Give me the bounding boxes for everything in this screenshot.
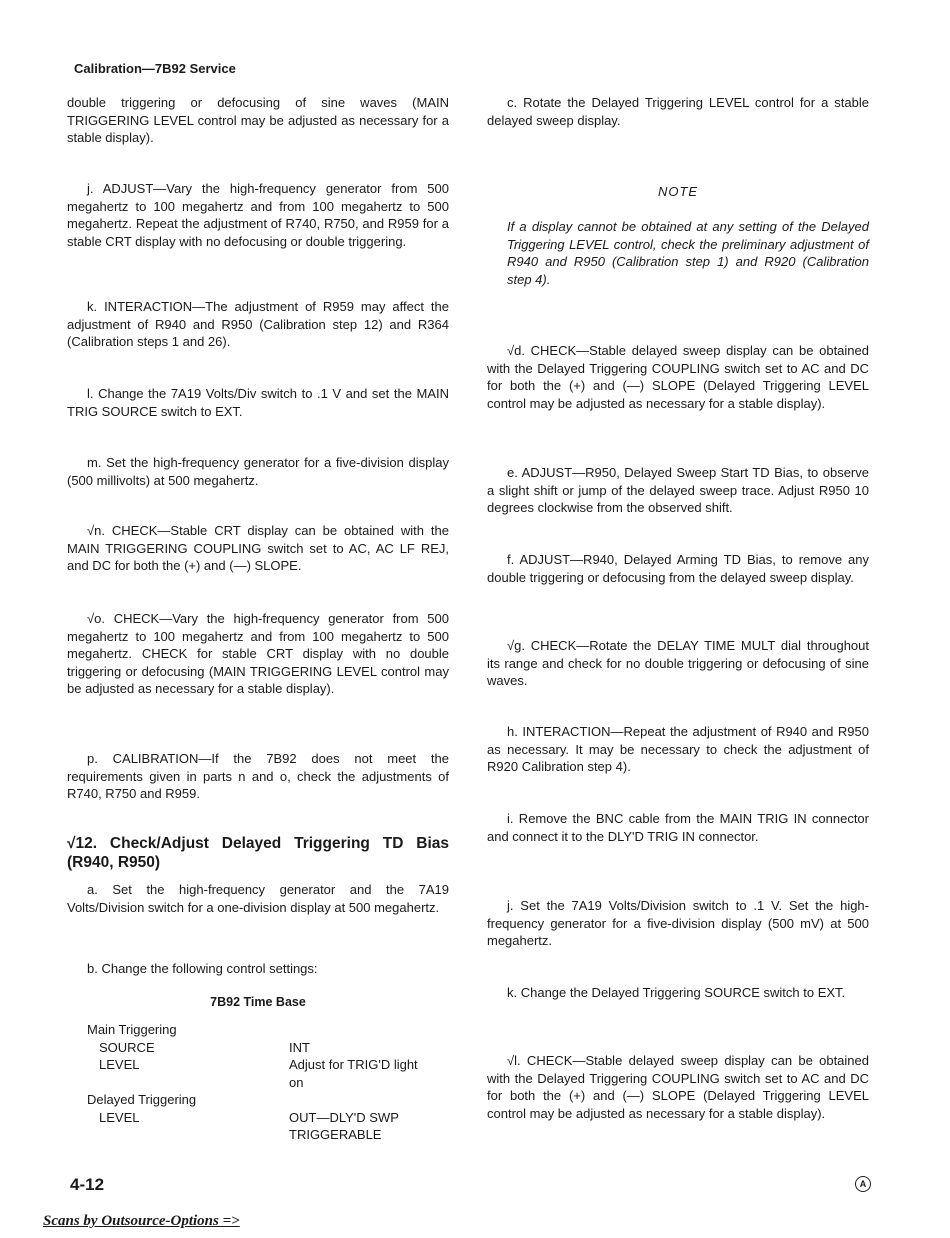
left-step-m: m. Set the high-frequency generator for a five-division display (500 millivolts) at 500 megahertz.: [67, 455, 449, 488]
left-step-b: b. Change the following control settings:: [87, 961, 318, 976]
running-header: Calibration—7B92 Service: [74, 61, 236, 76]
right-step-e: e. ADJUST—R950, Delayed Sweep Start TD Bias, to observe a slight shift or jump of the delayed sweep trace. Adjust R950 10 degrees clockwise from the observed shift.: [487, 465, 869, 515]
right-step-k: k. Change the Delayed Triggering SOURCE switch to EXT.: [507, 985, 846, 1000]
table-row: LEVEL OUT—DLY'D SWP TRIGGERABLE: [99, 1109, 399, 1142]
left-intro: double triggering or defocusing of sine waves (MAIN TRIGGERING LEVEL control may be adjusted as necessary for a stable display).: [67, 95, 449, 145]
right-step-l: √l. CHECK—Stable delayed sweep display can be obtained with the Delayed Triggering COUPLING switch set to AC and DC for both the (+) and (—) SLOPE (Delayed Triggering LEVEL control may be adjusted as necessary for a stable display).: [487, 1053, 869, 1121]
footer-link[interactable]: Scans by Outsource-Options =>: [43, 1213, 240, 1229]
left-step-l: l. Change the 7A19 Volts/Div switch to .1 V and set the MAIN TRIG SOURCE switch to EXT.: [67, 386, 449, 419]
table-row: LEVEL Adjust for TRIG'D light on: [99, 1057, 418, 1090]
right-step-g: √g. CHECK—Rotate the DELAY TIME MULT dial throughout its range and check for no double triggering or defocusing of sine waves.: [487, 638, 869, 688]
note-heading: NOTE: [657, 184, 699, 199]
right-step-c: c. Rotate the Delayed Triggering LEVEL control for a stable delayed sweep display.: [487, 95, 869, 128]
table-title: 7B92 Time Base: [210, 995, 306, 1009]
right-step-f: f. ADJUST—R940, Delayed Arming TD Bias, to remove any double triggering or defocusing from the delayed sweep display.: [487, 552, 869, 585]
left-step-p: p. CALIBRATION—If the 7B92 does not meet the requirements given in parts n and o, check the adjustments of R740, R750 and R959.: [67, 751, 449, 801]
table-row: Main Triggering: [87, 1022, 177, 1037]
right-step-j: j. Set the 7A19 Volts/Division switch to .1 V. Set the high-frequency generator for a five-division display (500 mV) at 500 megahertz.: [487, 898, 869, 948]
right-step-d: √d. CHECK—Stable delayed sweep display can be obtained with the Delayed Triggering COUPLING switch set to AC and DC for both the (+) and (—) SLOPE (Delayed Triggering LEVEL control may be adjusted as necessary for a stable display).: [487, 343, 869, 411]
left-step-j: j. ADJUST—Vary the high-frequency generator from 500 megahertz to 100 megahertz and from 100 megahertz to 500 megahertz. Repeat the adjustment of R740, R750, and R959 for a stable CRT display with no defocusing or double triggering.: [67, 181, 449, 249]
right-step-h: h. INTERACTION—Repeat the adjustment of R940 and R950 as necessary. It may be necessary to check the adjustment of R920 Calibration step 4).: [487, 724, 869, 774]
table-row: SOURCE INT: [99, 1039, 310, 1055]
right-step-i: i. Remove the BNC cable from the MAIN TRIG IN connector and connect it to the DLY'D TRIG IN connector.: [487, 811, 869, 844]
section-heading: √12. Check/Adjust Delayed Triggering TD Bias (R940, R950): [67, 835, 449, 871]
left-step-o: √o. CHECK—Vary the high-frequency generator from 500 megahertz to 100 megahertz and from 100 megahertz to 500 megahertz. CHECK for stable CRT display with no double triggering or defocusing (MAIN TRIGGERING LEVEL control may be adjusted as necessary for a stable display).: [67, 611, 449, 696]
left-step-a: a. Set the high-frequency generator and the 7A19 Volts/Division switch for a one-division display at 500 megahertz.: [67, 882, 449, 915]
page-number: 4-12: [70, 1175, 105, 1194]
settings-table: [87, 1021, 427, 1144]
left-step-n: √n. CHECK—Stable CRT display can be obtained with the MAIN TRIGGERING COUPLING switch set to AC, AC LF REJ, and DC for both the (+) and (—) SLOPE.: [67, 523, 449, 573]
left-step-k: k. INTERACTION—The adjustment of R959 may affect the adjustment of R940 and R950 (Calibration step 12) and R364 (Calibration steps 1 and 26).: [67, 299, 449, 349]
note-body: If a display cannot be obtained at any setting of the Delayed Triggering LEVEL control, check the preliminary adjustment of R940 and R950 (Calibration step 1) and R920 (Calibration step 4).: [507, 219, 869, 287]
revision-mark-icon: A: [855, 1176, 871, 1192]
table-row: Delayed Triggering: [87, 1092, 197, 1107]
